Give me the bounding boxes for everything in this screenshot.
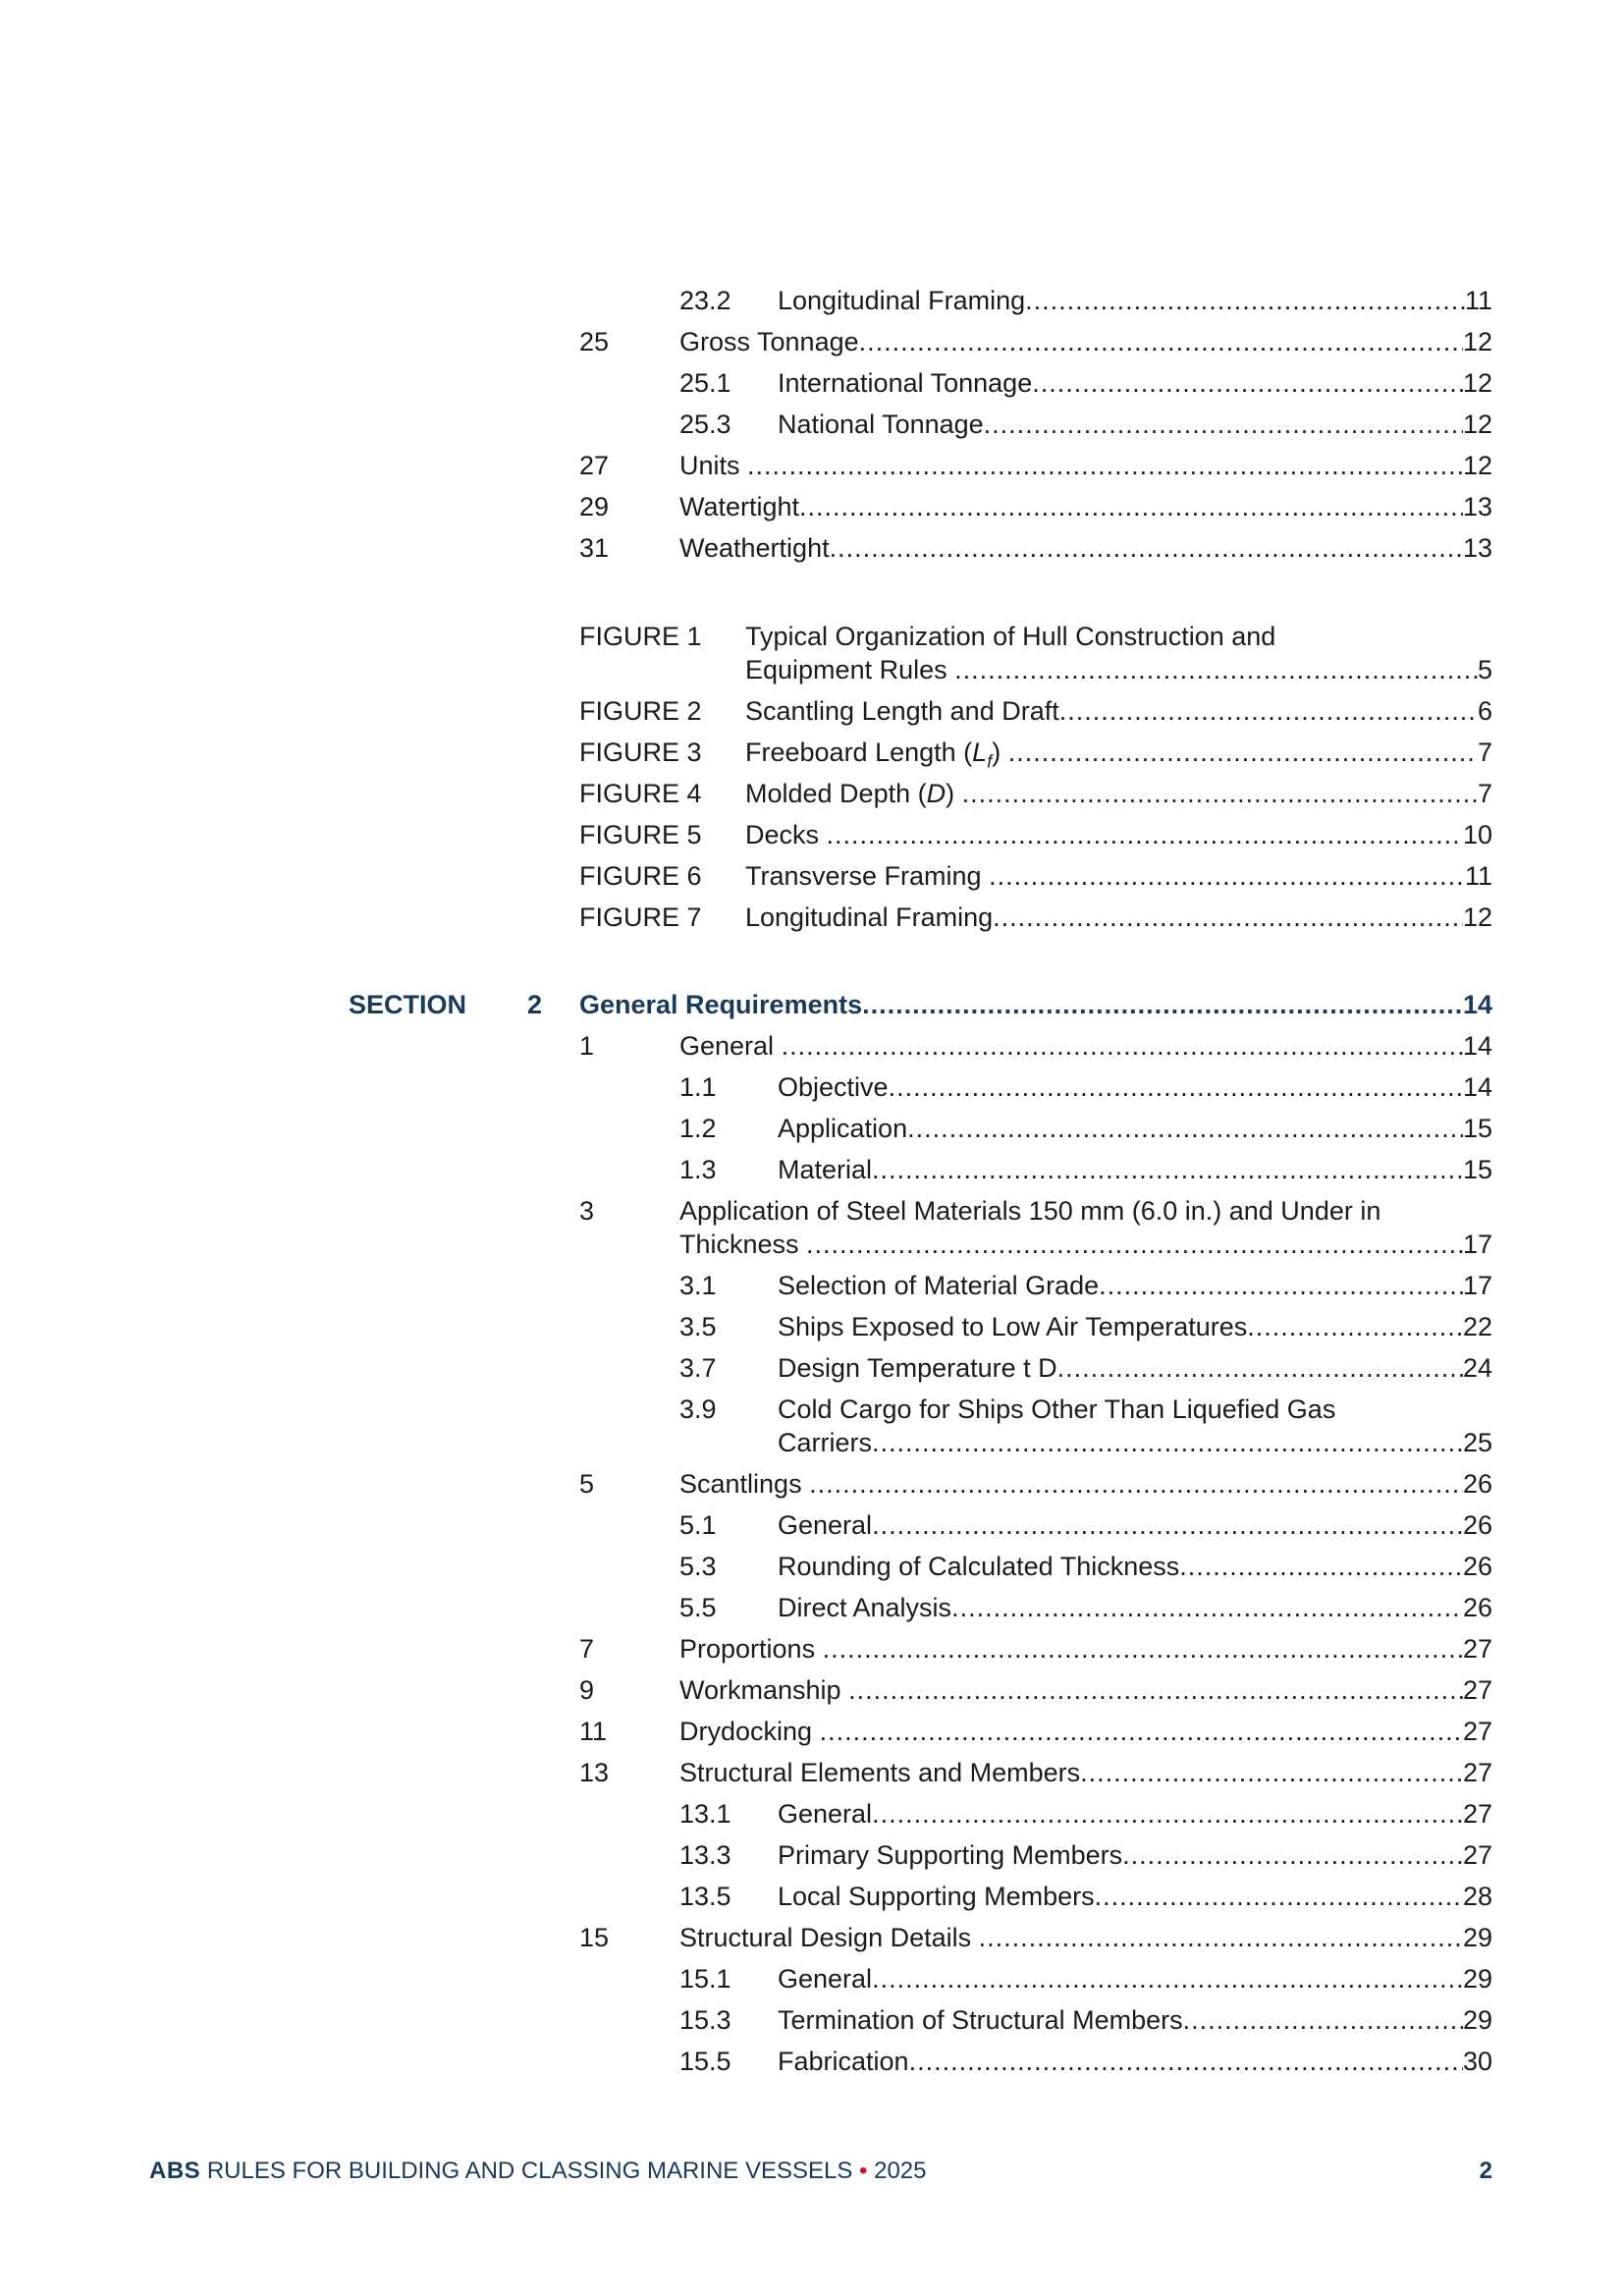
toc-entry-number: 13.1 (679, 1799, 731, 1829)
toc-entry-number: 29 (579, 492, 610, 521)
toc-entry-title: Primary Supporting Members (778, 1840, 1123, 1870)
toc-entry-number: 5.3 (679, 1552, 717, 1581)
toc-entry-title: Ships Exposed to Low Air Temperatures (778, 1312, 1248, 1341)
toc-entry-number: 3.1 (679, 1271, 717, 1300)
toc-entry-title: National Tonnage (778, 410, 984, 439)
toc-entry-page: 14 (1462, 1072, 1492, 1102)
section-number: 2 (527, 990, 543, 1019)
toc-entry-number: 1.1 (679, 1072, 717, 1102)
toc-entry-page: 13 (1462, 533, 1492, 563)
title-text: ) (946, 779, 962, 808)
toc-entry-page: 12 (1462, 902, 1492, 932)
toc-entry-number: 15.1 (679, 1964, 731, 1994)
toc-entry-title: Scantlings (679, 1469, 810, 1499)
toc-entry-title: Fabrication (778, 2047, 909, 2076)
toc-entry-title: Carriers (778, 1428, 873, 1457)
toc-entry-number: 31 (579, 533, 610, 563)
toc-entry-title: Objective (778, 1072, 889, 1102)
toc-entry-page: 5 (1477, 655, 1492, 684)
footer-title: RULES FOR BUILDING AND CLASSING MARINE VESSELS (206, 2158, 853, 2184)
toc-entry-page: 27 (1462, 1717, 1492, 1746)
toc-entry-title-line1: Cold Cargo for Ships Other Than Liquefied Gas (778, 1394, 1336, 1424)
title-text: Molded Depth ( (745, 779, 927, 808)
toc-entry-number: 5.1 (679, 1510, 717, 1540)
footer-bullet: • (859, 2158, 868, 2184)
toc-entry-number: 23.2 (679, 286, 731, 315)
figure-label: FIGURE 1 (579, 622, 702, 651)
toc-entry-page: 27 (1462, 1758, 1492, 1787)
toc-entry-title-line1: Typical Organization of Hull Construction and (745, 622, 1276, 651)
toc-entry-title: Weathertight (679, 533, 830, 563)
toc-entry-number: 3 (579, 1196, 595, 1226)
math-variable: D (926, 779, 947, 808)
toc-entry-page: 29 (1462, 2005, 1492, 2035)
section-page: 14 (1462, 990, 1492, 1019)
toc-entry-page: 17 (1462, 1230, 1492, 1259)
toc-entry-page: 26 (1462, 1552, 1492, 1581)
toc-entry-number: 15.3 (679, 2005, 731, 2035)
footer-year: 2025 (874, 2158, 927, 2184)
toc-entry-number: 1 (579, 1031, 595, 1061)
toc-entry-title: Longitudinal Framing (778, 286, 1026, 315)
figure-label: FIGURE 3 (579, 738, 702, 767)
toc-entry-page: 12 (1462, 327, 1492, 356)
toc-entry-number: 11 (579, 1717, 608, 1746)
toc-entry-number: 3.9 (679, 1394, 717, 1424)
toc-entry-title: International Tonnage (778, 368, 1033, 398)
toc-entry-title: Decks (745, 820, 827, 849)
toc-entry-page: 11 (1464, 286, 1492, 315)
toc-entry-title: Structural Design Details (679, 1923, 979, 1952)
toc-entry-number: 1.2 (679, 1114, 717, 1143)
toc-entry-number: 7 (579, 1634, 595, 1664)
figure-label: FIGURE 5 (579, 820, 702, 849)
toc-entry-title: General (679, 1031, 782, 1061)
toc-entry-page: 27 (1462, 1840, 1492, 1870)
toc-entry-page: 7 (1477, 738, 1492, 767)
toc-entry-title: Structural Elements and Members (679, 1758, 1081, 1787)
toc-entry-title: Termination of Structural Members (778, 2005, 1183, 2035)
toc-entry-title: Workmanship (679, 1675, 849, 1705)
toc-entry-number: 25.1 (679, 368, 731, 398)
toc-entry-page: 12 (1462, 451, 1492, 480)
toc-entry-number: 1.3 (679, 1155, 717, 1184)
toc-entry-page: 15 (1462, 1114, 1492, 1143)
toc-entry-page: 27 (1462, 1675, 1492, 1705)
toc-entry-title: General (778, 1799, 873, 1829)
toc-entry-number: 15 (579, 1923, 610, 1952)
toc-entry-number: 13.5 (679, 1882, 731, 1911)
math-subscript: f (987, 751, 993, 772)
toc-entry-page: 17 (1462, 1271, 1492, 1300)
toc-entry-page: 15 (1462, 1155, 1492, 1184)
toc-entry[interactable] (0, 1393, 1623, 1461)
toc-entry-page: 27 (1462, 1799, 1492, 1829)
toc-entry-title: Proportions (679, 1634, 823, 1664)
toc-entry-title (745, 777, 962, 810)
toc-entry-number: 5.5 (679, 1593, 717, 1622)
toc-entry[interactable] (0, 1194, 1623, 1263)
toc-entry-page: 10 (1462, 820, 1492, 849)
toc-entry-title: Local Supporting Members (778, 1882, 1095, 1911)
toc-entry-number: 3.7 (679, 1353, 717, 1383)
toc-entry-number: 9 (579, 1675, 595, 1705)
toc-entry-title-line1: Application of Steel Materials 150 mm (6.0 in.) and Under in (679, 1196, 1381, 1226)
toc-entry-page: 11 (1464, 861, 1492, 891)
abs-logo: ABS (149, 2158, 201, 2184)
toc-entry-page: 27 (1462, 1634, 1492, 1664)
title-text: Freeboard Length ( (745, 738, 973, 767)
figure-label: FIGURE 7 (579, 902, 702, 932)
toc-entry-number: 15.5 (679, 2047, 731, 2076)
figure-label: FIGURE 4 (579, 779, 702, 808)
page-footer (149, 2157, 927, 2186)
figure-label: FIGURE 6 (579, 861, 702, 891)
toc-entry-page: 29 (1462, 1923, 1492, 1952)
toc-entry-title: Watertight (679, 492, 800, 521)
toc-entry-number: 25 (579, 327, 610, 356)
toc-entry-title: Gross Tonnage (679, 327, 859, 356)
toc-entry-number: 13 (579, 1758, 610, 1787)
toc-entry-title: Drydocking (679, 1717, 820, 1746)
toc-entry-title: Units (679, 451, 748, 480)
section-word: SECTION (349, 990, 467, 1019)
toc-entry-title: Design Temperature t D (778, 1353, 1057, 1383)
toc-entry-title: General (778, 1964, 873, 1994)
toc-entry-title: Thickness (679, 1230, 807, 1259)
toc-entry-page: 29 (1462, 1964, 1492, 1994)
toc-entry-title: Direct Analysis (778, 1593, 952, 1622)
toc-entry-number: 5 (579, 1469, 595, 1499)
page-number: 2 (1479, 2158, 1492, 2184)
toc-entry-page: 30 (1462, 2047, 1492, 2076)
toc-figure-entry[interactable] (0, 620, 1623, 688)
toc-entry-title: Material (778, 1155, 873, 1184)
toc-entry-number: 13.3 (679, 1840, 731, 1870)
toc-entry-number: 25.3 (679, 410, 731, 439)
toc-entry-page: 25 (1462, 1428, 1492, 1457)
toc-entry-title: Selection of Material Grade (778, 1271, 1100, 1300)
toc-entry-title: Application (778, 1114, 908, 1143)
toc-entry-page: 12 (1462, 410, 1492, 439)
toc-entry-page: 12 (1462, 368, 1492, 398)
toc-entry-title (745, 736, 1008, 778)
toc-entry-title: General (778, 1510, 873, 1540)
toc-entry-number: 27 (579, 451, 610, 480)
toc-entry-page: 7 (1477, 779, 1492, 808)
toc-entry-page: 22 (1462, 1312, 1492, 1341)
toc-entry-title: Rounding of Calculated Thickness (778, 1552, 1180, 1581)
math-variable: L (972, 738, 988, 767)
toc-entry-page: 6 (1477, 696, 1492, 726)
toc-entry-number: 3.5 (679, 1312, 717, 1341)
toc-entry-title: Transverse Framing (745, 861, 990, 891)
toc-entry-page: 28 (1462, 1882, 1492, 1911)
section-title: General Requirements (579, 990, 863, 1019)
toc-entry-page: 26 (1462, 1469, 1492, 1499)
figure-label: FIGURE 2 (579, 696, 702, 726)
toc-entry-page: 26 (1462, 1510, 1492, 1540)
toc-entry-page: 13 (1462, 492, 1492, 521)
title-text: ) (992, 738, 1008, 767)
toc-entry-page: 26 (1462, 1593, 1492, 1622)
toc-entry-page: 14 (1462, 1031, 1492, 1061)
toc-entry-title: Scantling Length and Draft (745, 696, 1059, 726)
toc-entry-title: Equipment Rules (745, 655, 955, 684)
toc-entry-title: Longitudinal Framing (745, 902, 994, 932)
toc-entry-page: 24 (1462, 1353, 1492, 1383)
